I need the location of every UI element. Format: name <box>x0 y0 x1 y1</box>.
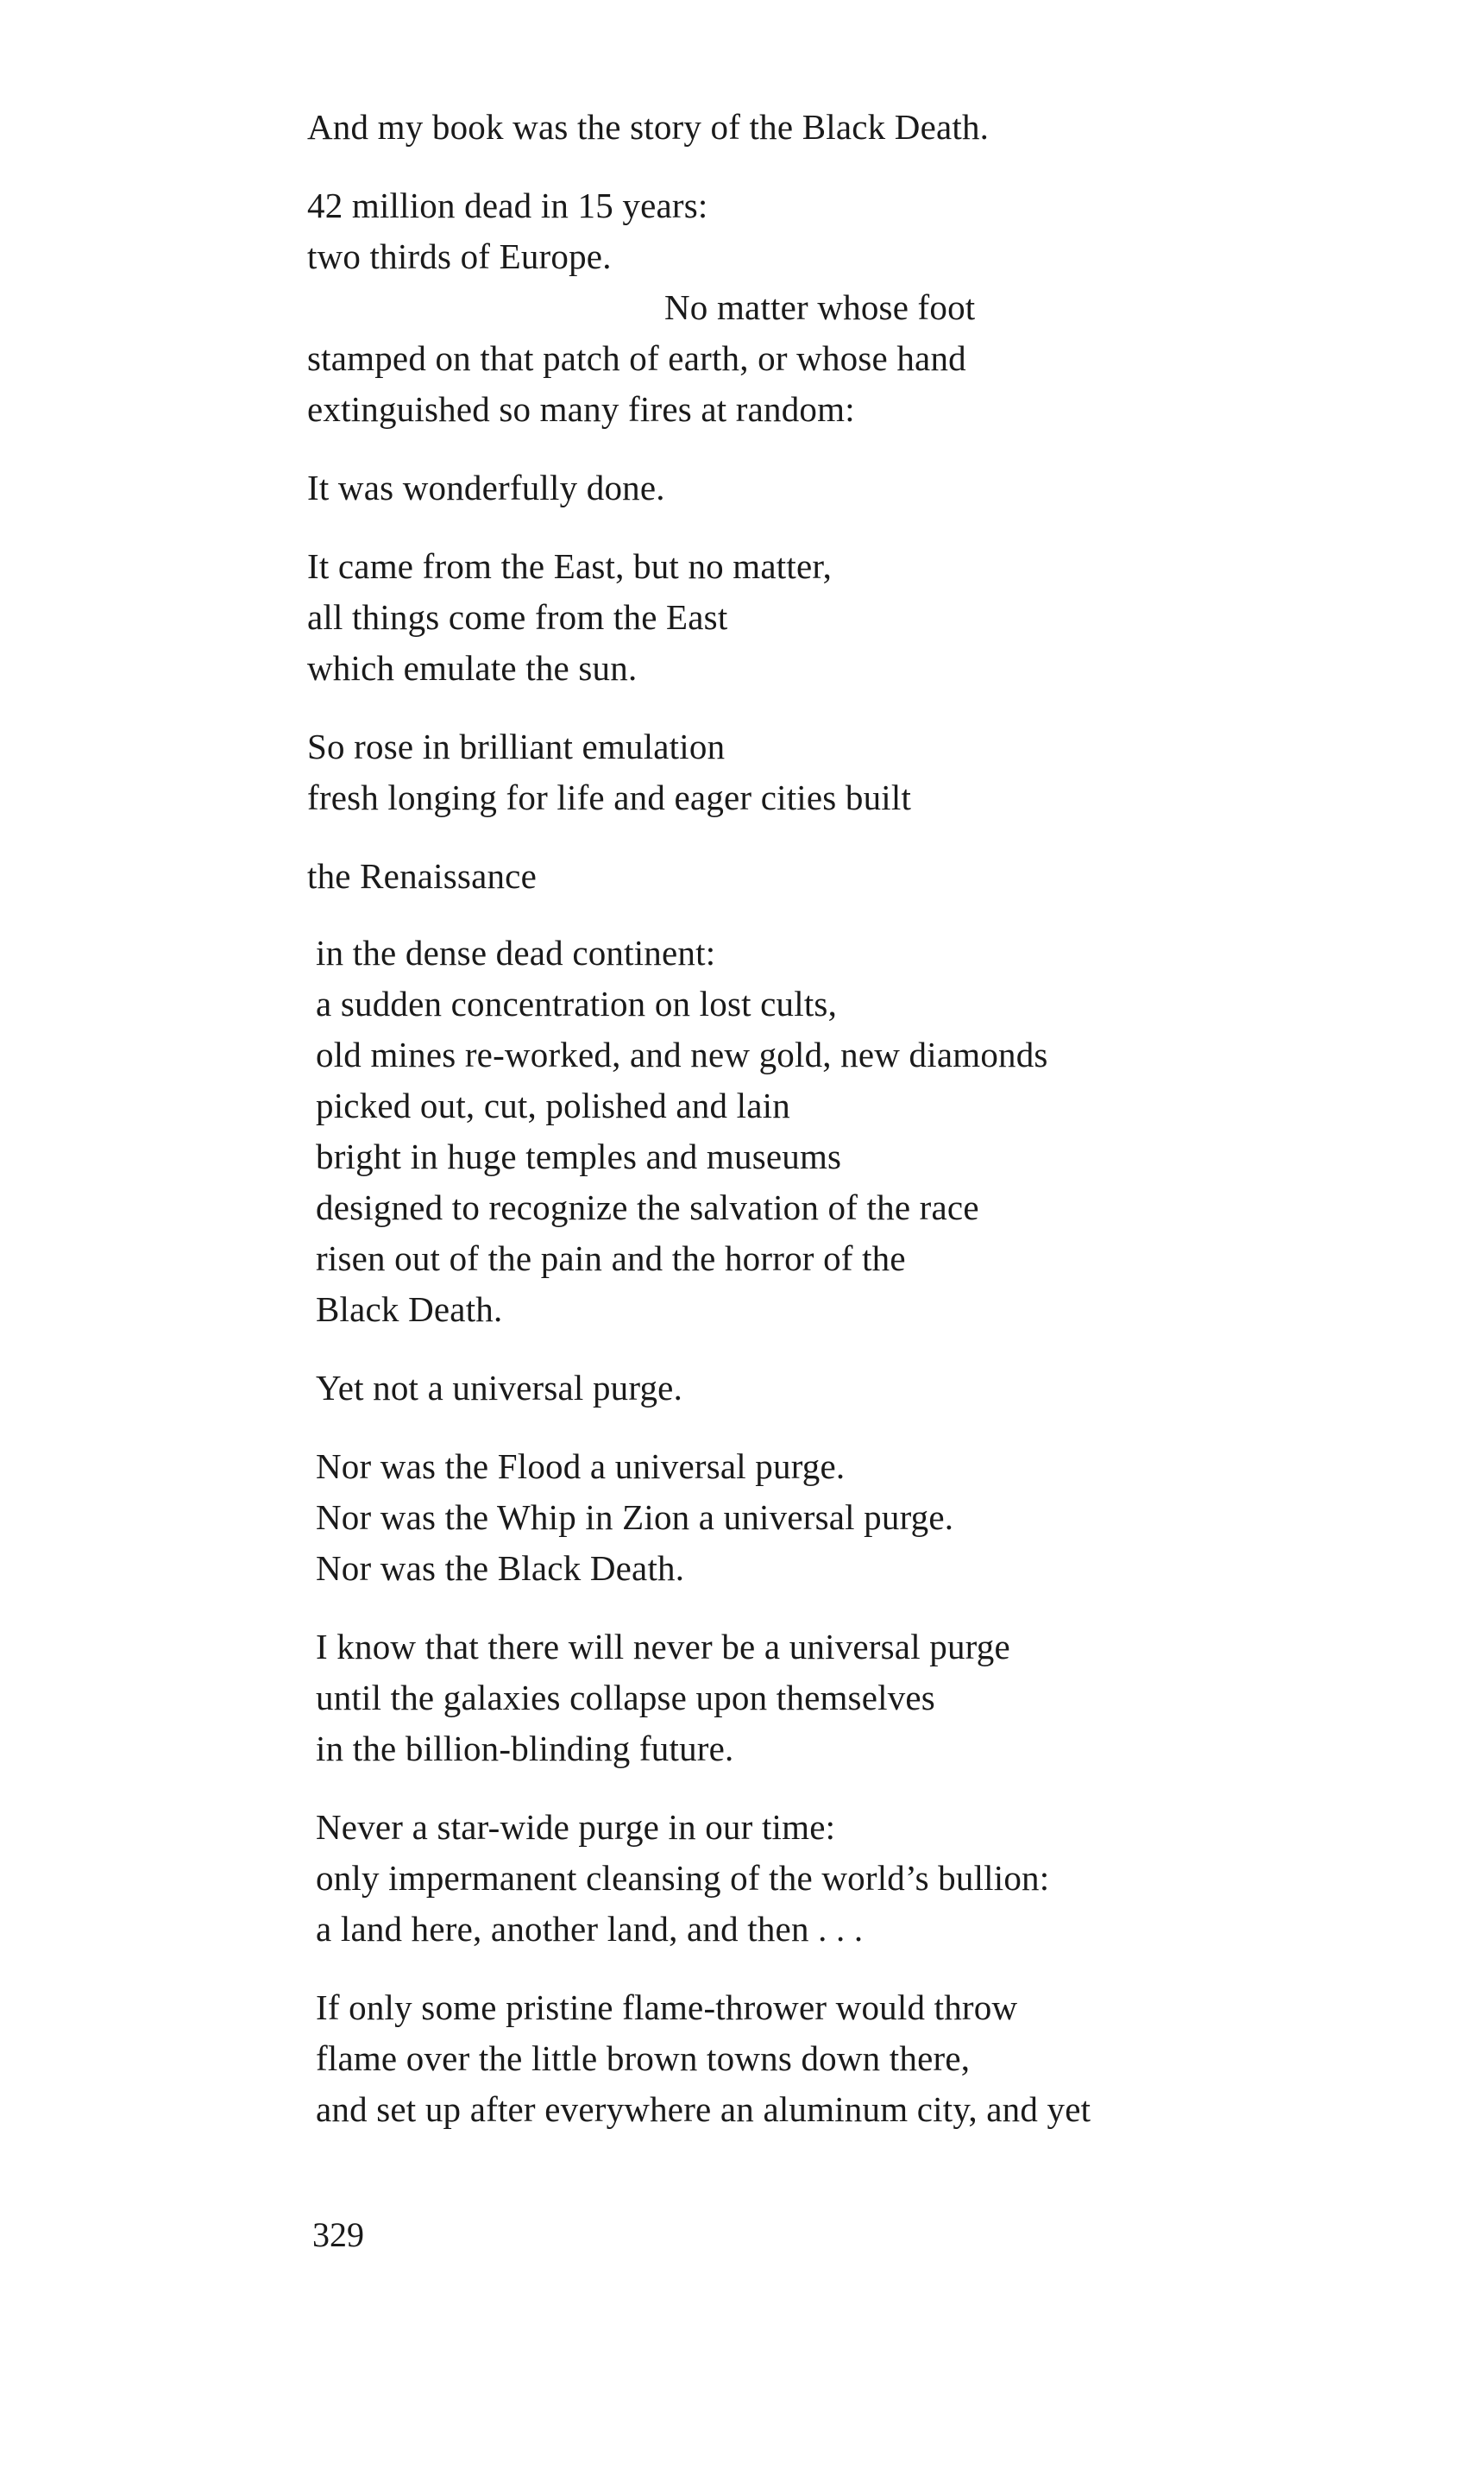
poem-line: Nor was the Flood a universal purge. <box>316 1446 846 1486</box>
poem-line: Nor was the Black Death. <box>316 1548 685 1588</box>
poem-line: It came from the East, but no matter, <box>307 546 833 586</box>
poem-line: only impermanent cleansing of the world’s bullion: <box>316 1858 1050 1898</box>
poem-line: It was wonderfully done. <box>307 468 665 507</box>
poem-line: If only some pristine flame-thrower would throw <box>316 1987 1018 2027</box>
stanza <box>316 1363 1437 1414</box>
poem-line: in the dense dead continent: <box>316 933 716 973</box>
stanza <box>307 180 1429 282</box>
poem-line: picked out, cut, polished and lain <box>316 1086 790 1125</box>
poem-line: two thirds of Europe. <box>307 236 612 276</box>
poem-line: risen out of the pain and the horror of the <box>316 1238 906 1278</box>
poem-upper <box>307 102 1429 929</box>
page-number: 329 <box>312 2215 364 2254</box>
poem-line: the Renaissance <box>307 856 537 896</box>
poem-line: So rose in brilliant emulation <box>307 727 726 766</box>
stanza <box>307 102 1429 153</box>
poem-line: And my book was the story of the Black Death. <box>307 107 990 147</box>
poem-line: all things come from the East <box>307 597 728 637</box>
stanza <box>316 1441 1437 1594</box>
poem-line: which emulate the sun. <box>307 648 638 688</box>
poem-line: a sudden concentration on lost cults, <box>316 984 838 1024</box>
poem-line: fresh longing for life and eager cities built <box>307 778 912 817</box>
stanza <box>307 463 1429 513</box>
poem-line: old mines re-worked, and new gold, new diamonds <box>316 1035 1048 1074</box>
poem-line: Black Death. <box>316 1289 503 1329</box>
poem-line: 42 million dead in 15 years: <box>307 186 708 225</box>
poem-line: bright in huge temples and museums <box>316 1137 842 1176</box>
stanza <box>316 1802 1437 1955</box>
poem-line: Yet not a universal purge. <box>316 1368 683 1408</box>
poem-line: stamped on that patch of earth, or whose hand <box>307 338 966 378</box>
stanza <box>307 851 1429 902</box>
poem-line: designed to recognize the salvation of the race <box>316 1187 979 1227</box>
stanza <box>316 1622 1437 1774</box>
poem-line: Never a star-wide purge in our time: <box>316 1807 836 1847</box>
stanza <box>316 928 1437 1335</box>
poem-line: extinguished so many fires at random: <box>307 389 855 429</box>
stanza <box>316 1982 1437 2135</box>
poem-line: and set up after everywhere an aluminum city, and yet <box>316 2089 1091 2129</box>
poem-line: a land here, another land, and then . . . <box>316 1909 864 1949</box>
stanza <box>307 541 1429 694</box>
poem-line: until the galaxies collapse upon themselves <box>316 1678 935 1717</box>
poem-line: in the billion-blinding future. <box>316 1729 734 1768</box>
stanza <box>307 282 1429 435</box>
poem-line: Nor was the Whip in Zion a universal purge. <box>316 1497 954 1537</box>
stanza <box>307 721 1429 823</box>
poem-line-indented: No matter whose foot <box>664 287 976 327</box>
poem-line: flame over the little brown towns down there, <box>316 2038 971 2078</box>
poem-line: I know that there will never be a universal purge <box>316 1627 1010 1666</box>
poem-lower <box>316 928 1437 2163</box>
